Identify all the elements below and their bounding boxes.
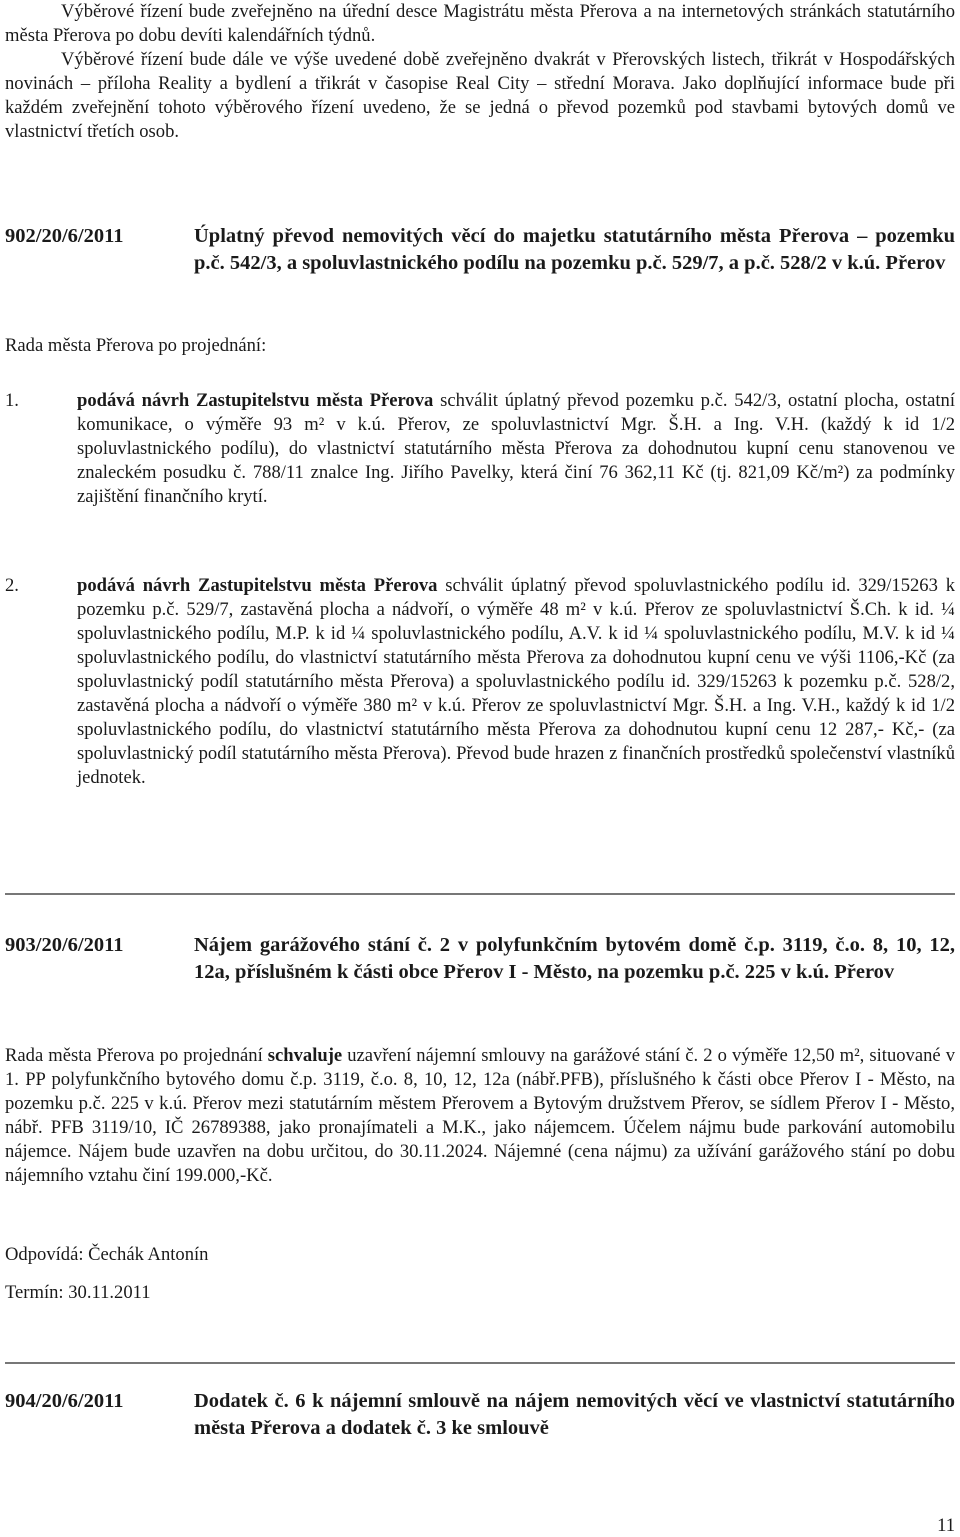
item-number-2: 2. bbox=[5, 575, 19, 596]
resolution-item-2 bbox=[77, 574, 955, 790]
section-divider bbox=[5, 1362, 955, 1364]
resolution-title-903: Nájem garážového stání č. 2 v polyfunkčním bytovém domě č.p. 3119, č.o. 8, 10, 12, 12a, příslušném k části obce Přerov I - Město, na pozemku p.č. 225 v k.ú. Přerov bbox=[194, 934, 955, 983]
item-number-1: 1. bbox=[5, 390, 19, 411]
responsible-person: Odpovídá: Čechák Antonín bbox=[5, 1244, 209, 1265]
page-number: 11 bbox=[937, 1515, 955, 1536]
resolution-lead-902: Rada města Přerova po projednání: bbox=[5, 335, 267, 356]
intro-paragraph-2: Výběrové řízení bude dále ve výše uvedené době zveřejněno dvakrát v Přerovských listech, třikrát v Hospodářských novinách – příloha Reality a bydlení a třikrát v časopise Real City – střední Morava. Jako doplňující informace bude při každém zveřejnění tohoto výběrového řízení uvedeno, že se jedná o převod pozemků pod stavbami bytových domů ve vlastnictví třetích osob. bbox=[5, 49, 955, 142]
resolution-title-902: Úplatný převod nemovitých věcí do majetku statutárního města Přerova – pozemku p.č. 542/3, a spoluvlastnického podílu na pozemku p.č. 529/7, a p.č. 528/2 v k.ú. Přerov bbox=[194, 225, 955, 274]
resolution-number-903: 903/20/6/2011 bbox=[5, 934, 124, 956]
resolution-title-904: Dodatek č. 6 k nájemní smlouvě na nájem nemovitých věcí ve vlastnictví statutárního města Přerova a dodatek č. 3 ke smlouvě bbox=[194, 1390, 955, 1439]
lead-903: Rada města Přerova po projednání bbox=[5, 1045, 268, 1066]
approves-keyword: schvaluje bbox=[267, 1045, 343, 1066]
resolution-number-904: 904/20/6/2011 bbox=[5, 1390, 124, 1412]
resolution-body-903 bbox=[5, 1044, 955, 1188]
body-903: uzavření nájemní smlouvy na garážové stání č. 2 o výměře 12,50 m², situované v 1. PP polyfunkčního bytového domu č.p. 3119, č.o. 8, 10, 12, 12a (nábř.PFB), příslušného k části obce Přerov I - Město, na pozemku p.č. 225 v k.ú. Přerov mezi statutárním městem Přerovem a Bytovým družstvem Přerov, se sídlem Přerov I - Město, nábř. PFB 3119/10, IČ 26789388, jako pronajímateli a M.K., jako nájemcem. Účelem nájmu bude parkování automobilu nájemce. Nájem bude uzavřen na dobu určitou, do 30.11.2024. Nájemné (cena nájmu) za užívání garážového stání po dobu nájemního vztahu činí 199.000,-Kč. bbox=[5, 1045, 956, 1186]
item-2-text: schválit úplatný převod spoluvlastnického podílu id. 329/15263 k pozemku p.č. 529/7, zastavěná plocha a nádvoří, o výměře 48 m² v k.ú. Přerov ze spoluvlastnictví Š.Ch. k id. ¼ spoluvlastnického podílu, M.P. k id ¼ spoluvlastnického podílu, A.V. k id ¼ spoluvlastnického podílu, M.V. k id ¼ spoluvlastnického podílu, do vlastnictví statutárního města Přerova za dohodnutou kupní cenu ve výši 1106,-Kč (za spoluvlastnický podíl statutárního města Přerova) a spoluvlastnického podílu id. 329/15263 k pozemku p.č. 528/2, zastavěná plocha a nádvoří o výměře 380 m² v k.ú. Přerov ze spoluvlastnictví Mgr. Š.H. a Ing. V.H., každý k id 1/2 spoluvlastnického podílu, do vlastnictví statutárního města Přerova za dohodnutou kupní cenu 12 287,- Kč,- (za spoluvlastnický podíl statutárního města Přerova). Převod bude hrazen z finančních prostředků společenství vlastníků jednotek. bbox=[77, 575, 955, 788]
item-1-text: schválit úplatný převod pozemku p.č. 542/3, ostatní plocha, ostatní komunikace, o výměře 93 m² v k.ú. Přerov, ze spoluvlastnictví Mgr. Š.H. a Ing. V.H. (každý k id 1/2 spoluvlastnického podílu), do vlastnictví statutárního města Přerova za dohodnutou kupní cenu stanovenou ve znaleckém posudku č. 788/11 znalce Ing. Jiřího Pavelky, která činí 76 362,11 Kč (tj. 821,09 Kč/m²) za podmínky zajištění finančního krytí. bbox=[77, 390, 955, 507]
deadline: Termín: 30.11.2011 bbox=[5, 1282, 151, 1303]
item-1-action: podává návrh Zastupitelstvu města Přerova bbox=[77, 390, 434, 411]
section-divider bbox=[5, 893, 955, 895]
item-2-action: podává návrh Zastupitelstvu města Přerova bbox=[77, 575, 438, 596]
resolution-number-902: 902/20/6/2011 bbox=[5, 225, 124, 247]
intro-paragraph-1: Výběrové řízení bude zveřejněno na úřední desce Magistrátu města Přerova a na internetových stránkách statutárního města Přerova po dobu devíti kalendářních týdnů. bbox=[5, 1, 955, 46]
resolution-item-1 bbox=[77, 389, 955, 509]
